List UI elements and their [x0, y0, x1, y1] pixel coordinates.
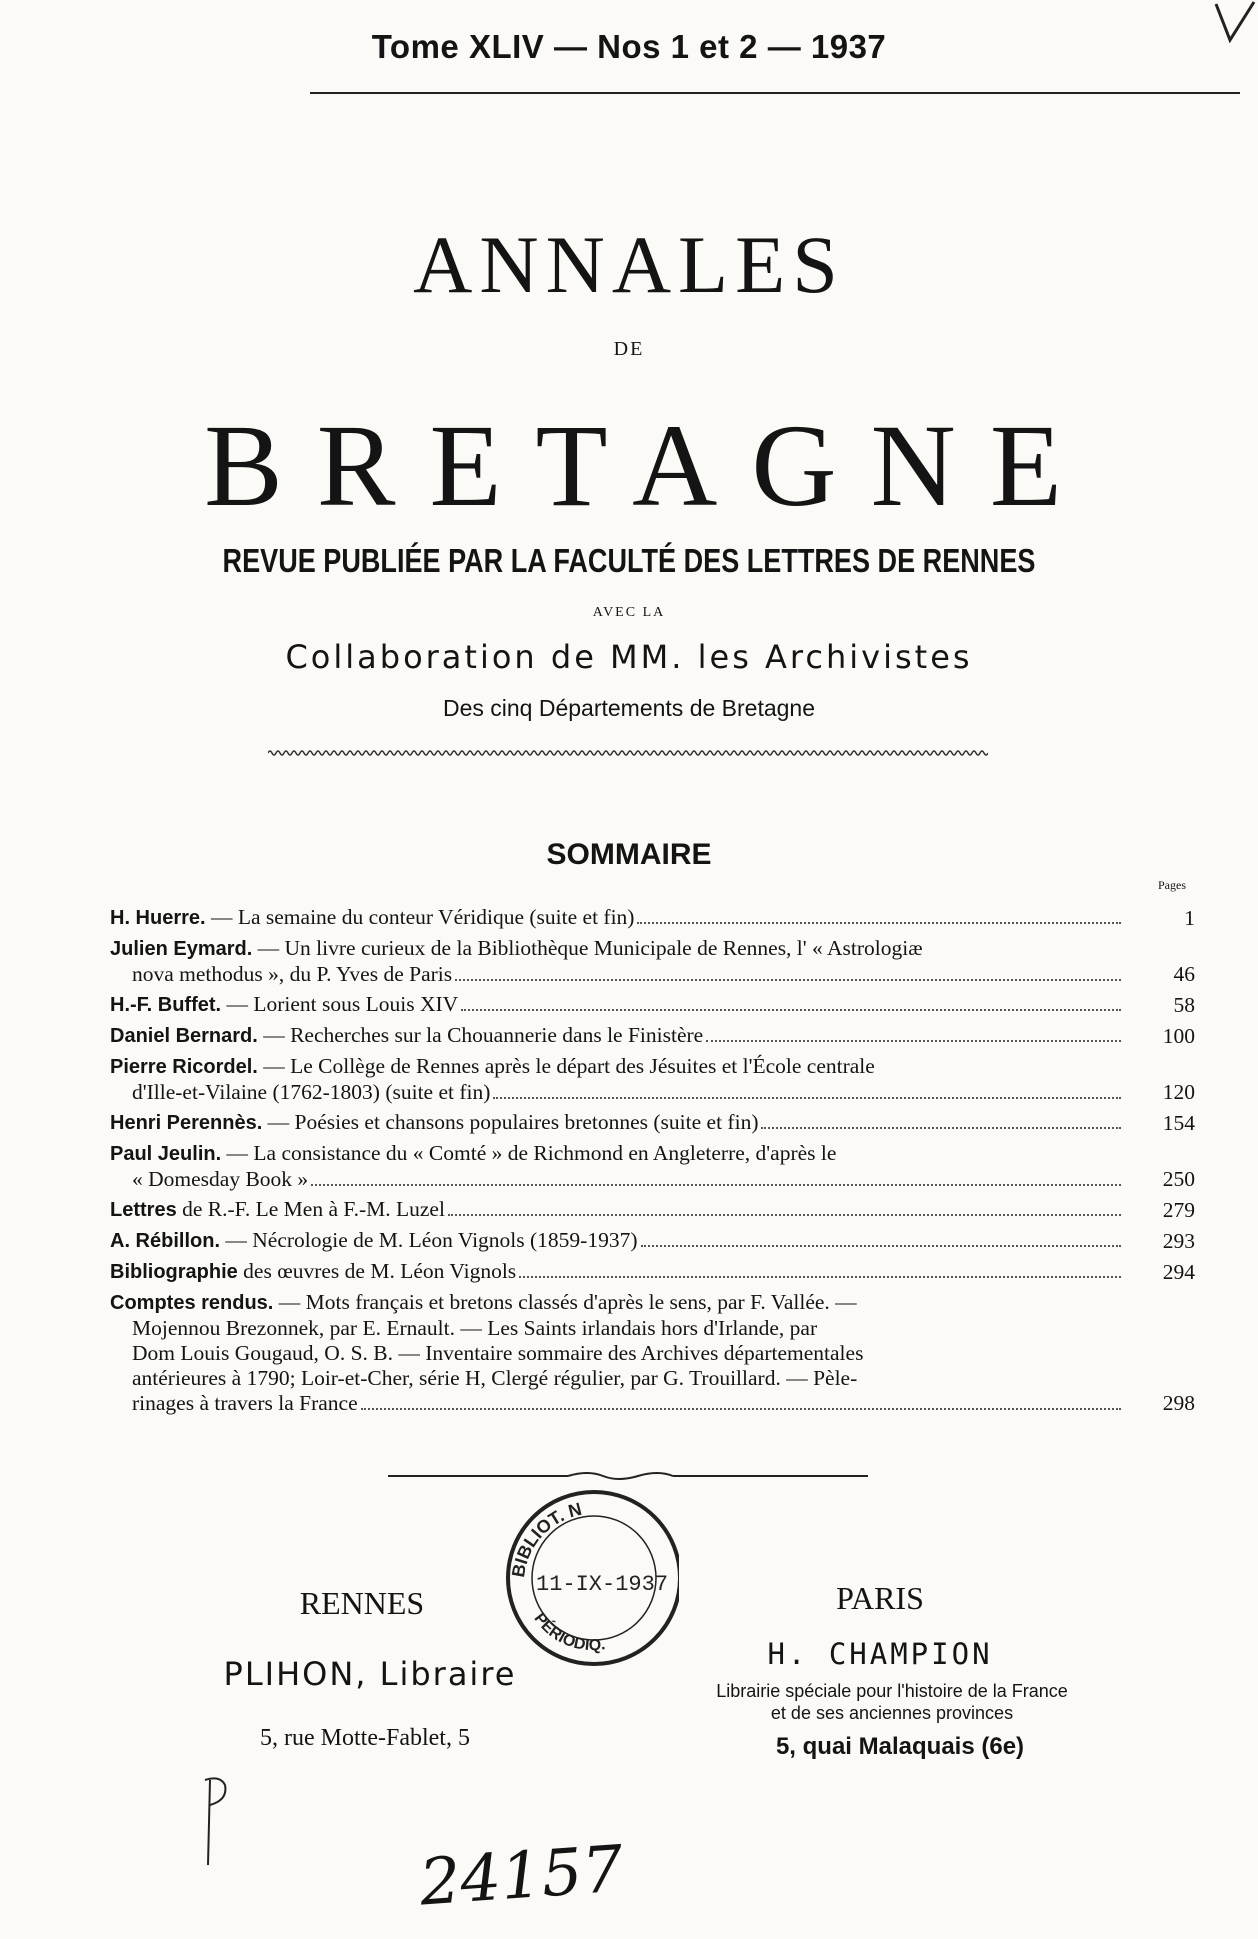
toc-entry-continuation	[110, 1080, 1125, 1105]
toc-entry-text	[110, 992, 1125, 1018]
toc-title: — Nécrologie de M. Léon Vignols (1859-1937)	[220, 1228, 638, 1252]
toc-entry	[110, 1197, 1195, 1223]
toc-entry-line	[110, 936, 1125, 962]
toc-page-number: 100	[1162, 1024, 1195, 1048]
leader-dots	[448, 1214, 1121, 1216]
toc-title: de R.-F. Le Men à F.-M. Luzel	[176, 1197, 445, 1221]
toc-entry-line	[110, 1197, 1125, 1223]
toc-page-number: 293	[1162, 1229, 1195, 1253]
collaboration-line: Collaboration de MM. les Archivistes	[285, 638, 973, 676]
toc-entry-head	[110, 1259, 516, 1285]
toc-entry-head	[110, 992, 458, 1018]
leader-dots	[761, 1127, 1121, 1129]
toc-entry-continuation	[110, 1391, 1125, 1416]
toc-author: Lettres	[110, 1199, 177, 1221]
toc-entry-line	[110, 1141, 1125, 1167]
paris-desc-line-1: Librairie spéciale pour l'histoire de la France	[716, 1681, 1068, 1701]
toc-title: — Recherches sur la Chouannerie dans le Finistère	[257, 1023, 704, 1047]
toc-author: Julien Eymard.	[110, 938, 253, 960]
toc-entry-text	[110, 1110, 1125, 1136]
toc-entry-text	[110, 1228, 1125, 1254]
leader-dots	[461, 1009, 1121, 1011]
toc-title-continued: rinages à travers la France	[132, 1391, 358, 1415]
toc-entry-text	[110, 936, 1125, 987]
toc-entry-text	[110, 1023, 1125, 1049]
stamp-top-text: BIBLIOT. N	[507, 1498, 584, 1579]
sommaire-heading: SOMMAIRE	[546, 838, 712, 871]
toc-entry	[110, 1141, 1195, 1192]
toc-entry-text	[110, 1197, 1125, 1223]
library-stamp	[494, 1478, 679, 1678]
toc-title-continued: « Domesday Book »	[132, 1167, 309, 1191]
stamp-bottom-text: PÉRIODIQ.	[530, 1610, 607, 1655]
toc-title: — Un livre curieux de la Bibliothèque Municipale de Rennes, l' « Astrologiæ	[252, 936, 923, 960]
toc-author: Daniel Bernard.	[110, 1025, 258, 1047]
toc-entry	[110, 905, 1195, 931]
toc-title-continued: d'Ille-et-Vilaine (1762-1803) (suite et fin)	[132, 1080, 491, 1104]
table-of-contents	[110, 905, 1195, 1421]
leader-dots	[455, 979, 1121, 981]
toc-entry-head	[110, 1228, 638, 1254]
stamp-date: 11-IX-1937	[536, 1572, 669, 1597]
toc-entry-head	[110, 905, 634, 931]
toc-page-number: 154	[1162, 1111, 1195, 1135]
toc-entry-comptes	[110, 1290, 1195, 1416]
toc-entry-line	[110, 905, 1125, 931]
toc-title: — Lorient sous Louis XIV	[221, 992, 459, 1016]
toc-page-number: 120	[1162, 1080, 1195, 1104]
rennes-address: 5, rue Motte-Fablet, 5	[260, 1725, 470, 1751]
leader-dots	[637, 922, 1121, 924]
toc-title-continued: antérieures à 1790; Loir-et-Cher, série H, Clergé régulier, par G. Trouillard. — Pèle-	[132, 1366, 858, 1390]
toc-entry-text	[110, 905, 1125, 931]
toc-author: H.-F. Buffet.	[110, 994, 222, 1016]
toc-author: H. Huerre.	[110, 907, 206, 929]
toc-entry-text	[110, 1054, 1125, 1105]
title-annales: ANNALES	[413, 219, 845, 310]
handwritten-shelf-number: 24157	[417, 1832, 626, 1921]
toc-author: Paul Jeulin.	[110, 1143, 222, 1165]
toc-entry	[110, 1259, 1195, 1285]
avec-la: AVEC LA	[592, 605, 666, 620]
leader-dots	[706, 1040, 1121, 1042]
toc-author: Henri Perennès.	[110, 1112, 263, 1134]
toc-title: des œuvres de M. Léon Vignols	[237, 1259, 517, 1283]
title-bretagne: BRETAGNE	[204, 400, 1096, 531]
paris-city: PARIS	[836, 1580, 924, 1616]
departements-line: Des cinq Départements de Bretagne	[442, 695, 816, 721]
toc-page-number: 58	[1173, 993, 1195, 1017]
rennes-publisher: PLIHON, Libraire	[223, 1655, 517, 1693]
toc-author: Comptes rendus.	[110, 1292, 274, 1314]
toc-entry	[110, 992, 1195, 1018]
toc-title-continued: nova methodus », du P. Yves de Paris	[132, 962, 453, 986]
pages-label: Pages	[1158, 878, 1186, 892]
toc-entry	[110, 1023, 1195, 1049]
toc-entry-text	[110, 1290, 1125, 1416]
leader-dots	[361, 1408, 1121, 1410]
toc-entry-text	[110, 1259, 1125, 1285]
toc-title: — Mots français et bretons classés d'après le sens, par F. Vallée. —	[273, 1290, 857, 1314]
toc-entry-line	[110, 1228, 1125, 1254]
toc-entry-text	[110, 1141, 1125, 1192]
toc-entry-line	[110, 1023, 1125, 1049]
title-de: DE	[613, 338, 645, 360]
paris-publisher: H. CHAMPION	[767, 1637, 993, 1671]
toc-title: — Poésies et chansons populaires bretonnes (suite et fin)	[262, 1110, 759, 1134]
toc-page-number: 298	[1162, 1391, 1195, 1415]
toc-title: — La consistance du « Comté » de Richmond en Angleterre, d'après le	[221, 1141, 837, 1165]
toc-author: A. Rébillon.	[110, 1230, 220, 1252]
toc-page-number: 250	[1162, 1167, 1195, 1191]
toc-entry-line	[110, 1290, 1125, 1316]
toc-entry-continuation	[110, 962, 1125, 987]
leader-dots	[311, 1184, 1121, 1186]
top-rule	[310, 92, 1240, 94]
toc-author: Pierre Ricordel.	[110, 1056, 258, 1078]
paris-description	[642, 1680, 1142, 1724]
toc-title: — La semaine du conteur Véridique (suite et fin)	[205, 905, 635, 929]
issue-line: Tome XLIV — Nos 1 et 2 — 1937	[371, 28, 887, 65]
toc-title-continued: Mojennou Brezonnek, par E. Ernault. — Les Saints irlandais hors d'Irlande, par	[132, 1316, 818, 1340]
handwritten-mark	[190, 1770, 250, 1870]
toc-page-number: 46	[1173, 962, 1195, 986]
wavy-divider	[268, 748, 988, 758]
leader-dots	[493, 1097, 1121, 1099]
toc-entry-head	[110, 1023, 703, 1049]
toc-entry-line	[110, 1110, 1125, 1136]
toc-title-continued: Dom Louis Gougaud, O. S. B. — Inventaire sommaire des Archives départementales	[132, 1341, 864, 1365]
toc-entry-line	[110, 1054, 1125, 1080]
paris-desc-line-2: et de ses anciennes provinces	[770, 1703, 1014, 1723]
toc-entry-line	[110, 992, 1125, 1018]
toc-entry	[110, 936, 1195, 987]
rennes-city: RENNES	[299, 1585, 425, 1621]
toc-page-number: 1	[1184, 906, 1195, 930]
toc-entry	[110, 1228, 1195, 1254]
subtitle-revue: REVUE PUBLIÉE PAR LA FACULTÉ DES LETTRES DE RENNES	[222, 542, 1036, 579]
toc-entry-continuation	[110, 1167, 1125, 1192]
leader-dots	[519, 1276, 1121, 1278]
toc-page-number: 279	[1162, 1198, 1195, 1222]
leader-dots	[641, 1245, 1122, 1247]
toc-page-number: 294	[1162, 1260, 1195, 1284]
toc-title: — Le Collège de Rennes après le départ des Jésuites et l'École centrale	[257, 1054, 875, 1078]
paris-address: 5, quai Malaquais (6e)	[775, 1733, 1025, 1760]
toc-entry	[110, 1110, 1195, 1136]
toc-entry-head	[110, 1197, 445, 1223]
toc-author: Bibliographie	[110, 1261, 238, 1283]
toc-entry	[110, 1054, 1195, 1105]
toc-entry-head	[110, 1110, 758, 1136]
toc-entry-line	[110, 1259, 1125, 1285]
